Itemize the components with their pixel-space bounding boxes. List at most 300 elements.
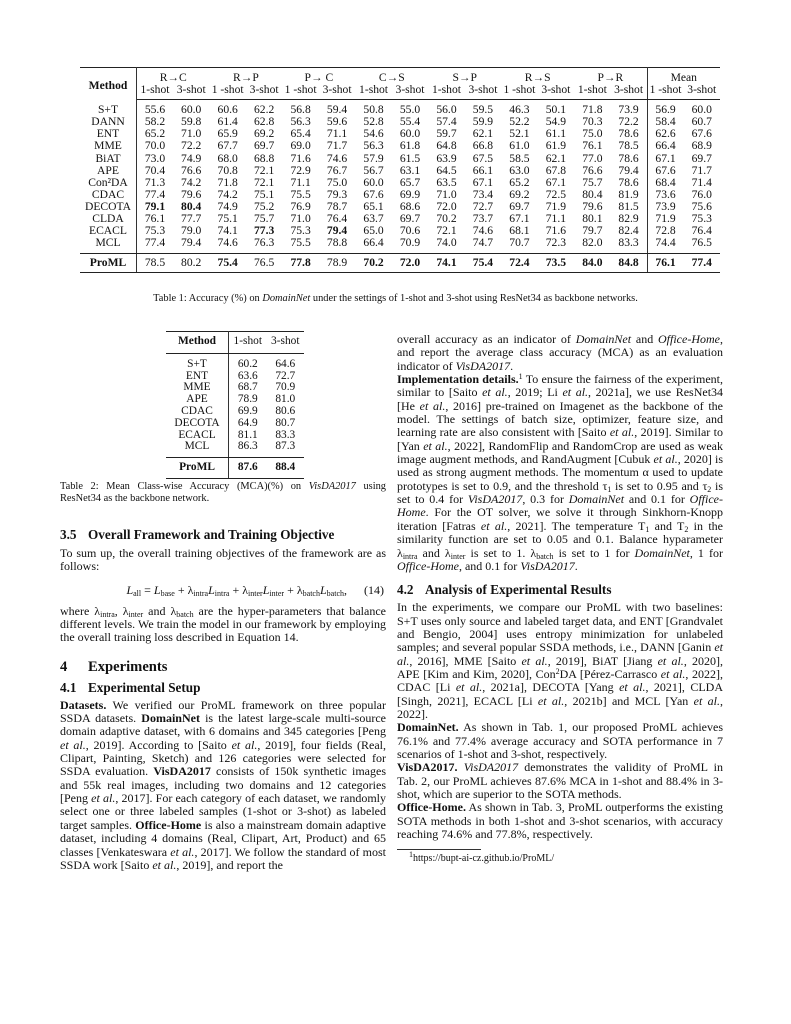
method-name: DECOTA	[80, 201, 137, 213]
shot-header: 1-shot	[428, 84, 464, 100]
table-row	[80, 237, 720, 254]
table-cell: 72.1	[253, 175, 275, 189]
method-name: ENT	[80, 128, 137, 140]
text-run: , 2021b] and MCL [Yan	[564, 693, 694, 708]
table2-caption	[60, 481, 386, 505]
footnote-mark: 1	[409, 850, 413, 860]
text-run: , 2016], MME [Saito	[409, 653, 522, 668]
text-run: et al.	[455, 680, 483, 695]
text-run: , 2021a], DECOTA [Yang	[482, 680, 620, 695]
text-run: batch	[536, 551, 554, 561]
table-cell: 59.5	[472, 103, 494, 117]
right-column	[397, 333, 723, 865]
method-name: ENT	[166, 371, 229, 383]
table-cell: 69.7	[691, 151, 712, 165]
table-cell: 70.2	[436, 212, 457, 226]
table-cell: 77.4	[137, 237, 173, 254]
text-run: 2	[555, 666, 560, 676]
table-cell: 71.7	[326, 139, 348, 153]
table-cell: 64.8	[436, 139, 457, 153]
text-run: L	[153, 582, 161, 597]
table-cell: 84.8	[611, 254, 647, 273]
table-cell: 75.1	[253, 187, 275, 201]
shot-header: 3-shot	[538, 84, 574, 100]
table-cell: 68.8	[253, 151, 275, 165]
table-cell: 70.9	[392, 237, 428, 254]
table-cell: 86.3	[229, 441, 267, 457]
text-run: VisDA2017	[520, 558, 575, 573]
text-run: VisDA2017	[308, 481, 356, 492]
table-cell: 59.8	[181, 115, 202, 129]
table-cell: 72.1	[436, 224, 457, 238]
text-run: et al.	[660, 666, 686, 681]
group-header: Mean	[670, 71, 697, 84]
text-run: + λ	[284, 582, 303, 597]
text-run: et al.	[419, 398, 446, 413]
table-cell: 74.4	[647, 237, 683, 254]
table-cell: 69.7	[399, 212, 421, 226]
table-cell: 71.8	[217, 175, 238, 189]
table-row	[166, 353, 304, 370]
text-run: L	[262, 582, 270, 597]
text-run: VisDA2017	[467, 492, 523, 507]
text-run: and T	[649, 518, 685, 533]
table-cell: 74.6	[472, 224, 494, 238]
table-cell: 78.9	[319, 254, 355, 273]
text-run: , 0.3 for	[522, 492, 569, 507]
text-run: et al.	[609, 425, 635, 440]
table-cell: 56.0	[436, 103, 457, 117]
table-cell: 50.1	[545, 103, 567, 117]
section-title: Overall Framework and Training Objective	[88, 527, 335, 542]
table-cell: 71.1	[545, 212, 567, 226]
group-header: R→S	[524, 71, 551, 84]
text-run: is the latest large-scale multi-source domain adaptive dataset, with 6 domains and 345 categories [Peng	[60, 711, 386, 739]
text-run: , 2019]. According to [Saito	[85, 737, 232, 752]
text-run: base	[160, 588, 175, 598]
table-cell: 82.9	[611, 213, 647, 225]
paragraph	[60, 547, 386, 574]
method-name: S+T	[166, 353, 229, 370]
text-run: et al.	[397, 640, 723, 668]
table-cell: 73.7	[472, 212, 494, 226]
table-cell: 81.5	[611, 201, 647, 213]
table-cell: 72.7	[275, 369, 296, 382]
table-cell: 62.2	[253, 103, 275, 117]
text-run: et al.	[91, 791, 116, 806]
table-cell: 72.0	[392, 254, 428, 273]
text-run: , and report the average class accuracy (MCA) as an evaluation indicator of	[397, 332, 723, 373]
text-run: DomainNet	[634, 545, 690, 560]
table-cell: 74.6	[326, 151, 348, 165]
table-row	[80, 100, 720, 117]
table-cell: 61.0	[509, 139, 530, 153]
table-cell: 72.5	[545, 187, 567, 201]
table-cell: 70.6	[399, 224, 421, 238]
table-cell: 70.4	[144, 163, 166, 177]
table-cell: 74.0	[428, 237, 464, 254]
table-cell: 61.8	[399, 139, 421, 153]
table-cell: 80.4	[582, 187, 603, 201]
method-name: Con²DA	[80, 177, 137, 189]
table-cell: 67.5	[472, 151, 494, 165]
table-cell: 71.8	[582, 103, 603, 117]
text-run: inter	[128, 609, 144, 619]
table-cell: 56.3	[363, 139, 384, 153]
text-run: =	[141, 582, 154, 597]
method-name: MCL	[80, 237, 137, 254]
table-cell: 71.7	[691, 163, 712, 177]
table-row	[80, 165, 720, 177]
text-run: .	[574, 558, 578, 573]
table-cell: 71.1	[290, 175, 311, 189]
table-row	[80, 254, 720, 273]
table-cell: 82.0	[574, 237, 610, 254]
table-cell: 75.3	[691, 212, 712, 226]
table-cell: 80.6	[275, 404, 296, 417]
shot-header: 3-shot	[319, 84, 355, 100]
group-header: R→C	[159, 71, 187, 84]
text-run: is set to 0.95 and τ	[611, 478, 708, 493]
text-run: et al.	[521, 653, 548, 668]
section-number: 4	[60, 658, 68, 675]
text-run: To sum up, the overall training objectives of the framework are as follows:	[60, 546, 386, 574]
shot-header: 3-shot	[611, 84, 647, 100]
table-cell: 75.0	[582, 127, 603, 141]
text-run: overall accuracy as an indicator of	[397, 332, 576, 346]
paragraph-visda	[397, 761, 723, 801]
text-run: where λ	[60, 603, 101, 618]
table-row	[80, 140, 720, 152]
text-run: To ensure the fairness of the experiment, similar to [Saito	[397, 372, 723, 400]
shot-header: 1 -shot	[647, 84, 683, 100]
table-cell: 81.9	[611, 189, 647, 201]
method-name: DANN	[80, 116, 137, 128]
table-cell: 76.6	[582, 163, 603, 177]
table-cell: 65.4	[290, 127, 311, 141]
table-cell: 54.6	[363, 127, 384, 141]
col-3shot: 3-shot	[267, 332, 304, 354]
table-cell: 71.9	[655, 212, 676, 226]
table-cell: 73.0	[144, 151, 166, 165]
left-column	[60, 527, 386, 872]
table-cell: 74.2	[217, 187, 238, 201]
text-run: et al.	[653, 452, 678, 467]
table-cell: 72.2	[181, 139, 202, 153]
table-cell: 72.0	[436, 199, 457, 213]
table-cell: 77.0	[582, 151, 603, 165]
table-cell: 76.1	[647, 254, 683, 273]
shot-header: 1-shot	[355, 84, 391, 100]
table-cell: 78.7	[326, 199, 348, 213]
text-run: are the hyper-parameters that balance different levels. We train the model in our framework by employing the overall training loss described in Equation 14.	[60, 603, 386, 645]
table-cell: 64.5	[436, 163, 457, 177]
equation-14	[60, 583, 386, 597]
text-run: in the similarity function are set to 0.05 and 0.1. Balance hyparameter λ	[397, 518, 723, 560]
table-cell: 77.4	[684, 254, 720, 273]
text-run: et al.	[619, 680, 646, 695]
table-cell: 79.4	[326, 224, 348, 238]
table-row	[166, 418, 304, 430]
text-run: intra	[100, 609, 115, 619]
text-run: Table 2: Mean Class-wise Accuracy (MCA)(%) on	[60, 481, 309, 492]
table-cell: 60.2	[237, 357, 258, 370]
table-cell: 59.7	[436, 127, 457, 141]
text-run: et al.	[423, 438, 448, 453]
text-run: ,	[344, 582, 347, 597]
table-cell: 66.1	[472, 163, 494, 177]
table-cell: 70.7	[501, 237, 537, 254]
equation-number: (14)	[364, 582, 384, 597]
table-cell: 82.4	[611, 225, 647, 237]
text-run: DomainNet.	[397, 720, 459, 735]
table-cell: 76.4	[326, 212, 348, 226]
table-cell: 67.1	[472, 175, 494, 189]
table-cell: 74.9	[181, 151, 202, 165]
method-name: ECACL	[80, 225, 137, 237]
shot-header: 1 -shot	[501, 84, 537, 100]
shot-header: 1-shot	[574, 84, 610, 100]
text-run: , 2020], APE [Kim and Kim, 2020], Con	[397, 653, 724, 681]
table-cell: 77.4	[144, 187, 166, 201]
text-run: and 0.1 for	[624, 492, 690, 507]
method-name: DECOTA	[166, 418, 229, 430]
table-cell: 67.8	[545, 163, 567, 177]
group-header: S→P	[452, 71, 477, 84]
text-run: We verified our ProML framework on three popular SSDA datasets.	[60, 697, 386, 726]
table-cell: 80.4	[181, 199, 202, 213]
text-run: + λ	[174, 582, 194, 597]
text-run: , 2019], and report the	[176, 857, 283, 872]
section-4-heading	[60, 658, 386, 676]
table-cell: 73.9	[611, 100, 647, 117]
table-cell: 70.9	[275, 381, 296, 394]
table-cell: 69.7	[253, 139, 275, 153]
table-cell: 68.4	[655, 175, 676, 189]
table-cell: 59.6	[326, 115, 348, 129]
section-4-1-heading	[60, 680, 386, 696]
text-run: Table 1: Accuracy (%) on	[153, 293, 263, 304]
table-cell: 79.4	[173, 237, 209, 254]
paragraph-implementation	[397, 373, 723, 573]
text-run: As shown in Tab. 3, ProML outperforms the existing SOTA methods in both 1-shot and 3-shot scenarios, with accuracy reaching 74.6% and 77.8%, respectively.	[397, 800, 723, 842]
table-cell: 72.4	[501, 254, 537, 273]
table-cell: 74.7	[465, 237, 501, 254]
table-cell: 68.7	[237, 381, 258, 394]
table-cell: 71.0	[290, 212, 311, 226]
table-cell: 59.9	[472, 115, 494, 129]
table-cell: 74.2	[181, 175, 202, 189]
shot-header: 1 -shot	[209, 84, 245, 100]
table-cell: 62.1	[472, 127, 494, 141]
table-cell: 88.4	[267, 458, 304, 479]
table-cell: 76.9	[290, 199, 311, 213]
table-cell: 79.0	[181, 224, 202, 238]
text-run: batch	[176, 609, 194, 619]
table-cell: 65.2	[509, 175, 530, 189]
text-run: , 2019], four fields (Real, Clipart, Painting, Sketch) and 126 categories were selected for SSDA evaluation.	[60, 737, 387, 779]
text-run: all	[133, 588, 142, 598]
text-run: Office-Home.	[397, 800, 466, 815]
table-cell: 72.7	[472, 199, 494, 213]
table-cell: 87.3	[267, 441, 304, 457]
table-cell: 75.6	[691, 199, 712, 213]
table-cell: 71.3	[144, 175, 166, 189]
method-name: APE	[80, 165, 137, 177]
table-cell: 73.9	[655, 199, 676, 213]
text-run: et al.	[480, 518, 508, 533]
table-cell: 67.7	[217, 139, 238, 153]
table-cell: 78.6	[611, 177, 647, 189]
table-cell: 66.4	[355, 237, 391, 254]
table-cell: 72.8	[655, 224, 676, 238]
text-run: et al.	[60, 737, 86, 752]
table-cell: 84.0	[574, 254, 610, 273]
section-number: 4.2	[397, 582, 414, 598]
text-run: 1	[607, 484, 612, 494]
table-cell: 60.0	[181, 103, 202, 117]
text-run: et al.	[231, 737, 258, 752]
table-row	[166, 441, 304, 457]
text-run: and	[631, 332, 659, 346]
table-cell: 81.1	[237, 428, 258, 441]
text-run: , 1 for	[689, 545, 723, 560]
text-run: DomainNet	[141, 711, 200, 726]
text-run: , 2017]. We follow the standard of most SSDA work [Saito	[60, 844, 387, 872]
text-run: , 2022], RandomFlip and RandomCrop are used as weak image augment methods, and RandAugment [Cubuk	[397, 438, 723, 467]
table-cell: 61.1	[545, 127, 567, 141]
table-cell: 75.4	[209, 254, 245, 273]
text-run: .	[510, 358, 514, 373]
method-name: APE	[166, 394, 229, 406]
table-cell: 77.8	[282, 254, 318, 273]
table-cell: 55.0	[399, 103, 421, 117]
text-run: using ResNet34 as the backbone network.	[60, 481, 386, 504]
shot-header: 3-shot	[684, 84, 720, 100]
table-cell: 71.4	[691, 175, 712, 189]
table-cell: 83.3	[275, 428, 296, 441]
text-run: , 2022].	[397, 693, 723, 721]
table-cell: 64.9	[237, 416, 258, 429]
text-run: DA [Pérez-Carrasco	[559, 666, 661, 681]
table-cell: 79.6	[582, 199, 603, 213]
table-cell: 50.8	[363, 103, 384, 117]
table-cell: 75.7	[253, 212, 275, 226]
method-name: CLDA	[80, 213, 137, 225]
table-cell: 62.1	[545, 151, 567, 165]
table-cell: 76.0	[691, 187, 712, 201]
table-cell: 56.3	[290, 115, 311, 129]
text-run: As shown in Tab. 1, our proposed ProML achieves 76.1% and 77.4% average accuracy and SOTA performance in 7 scenarios of 1-shot and 3-shot, respectively.	[397, 720, 723, 761]
table-cell: 52.1	[509, 127, 530, 141]
table-cell: 76.5	[684, 237, 720, 254]
table-cell: 61.5	[399, 151, 421, 165]
table-cell: 67.6	[363, 187, 384, 201]
table-cell: 75.4	[465, 254, 501, 273]
text-run: Office-Home	[658, 332, 720, 346]
text-run: Office-Home	[397, 558, 459, 573]
text-run: VisDA2017	[455, 358, 511, 373]
table-cell: 73.4	[472, 187, 494, 201]
text-run: batch	[326, 588, 344, 598]
paragraph-officehome	[397, 801, 723, 841]
table-cell: 76.4	[691, 224, 712, 238]
table-cell: 63.9	[436, 151, 457, 165]
text-run: Office-Home	[397, 492, 723, 520]
table-cell: 72.9	[290, 163, 311, 177]
text-run: L	[208, 582, 215, 597]
group-header: R→P	[233, 71, 259, 84]
table-cell: 75.5	[282, 237, 318, 254]
text-run: , and 0.1 for	[458, 558, 521, 573]
table-cell: 67.6	[691, 127, 712, 141]
table-cell: 74.6	[209, 237, 245, 254]
table-cell: 74.1	[428, 254, 464, 273]
text-run: , 2017]. For each category of each dataset, we randomly select one or three labeled samples (1-shot or 3-shot) as labeled target samples.	[60, 791, 386, 832]
text-run: L	[126, 582, 134, 597]
table-row	[166, 406, 304, 418]
table-cell: 54.9	[545, 115, 567, 129]
table-cell: 55.6	[144, 103, 166, 117]
table-cell: 70.3	[582, 115, 603, 129]
text-run: is set to 1. λ	[465, 545, 537, 560]
text-run: batch	[302, 588, 320, 598]
text-run: and λ	[417, 545, 451, 560]
table-cell: 76.1	[582, 139, 603, 153]
text-run: et al.	[537, 693, 565, 708]
text-run: , 2019]. Similar to [Yan	[397, 425, 724, 453]
paragraph-baselines	[397, 601, 723, 721]
table-cell: 77.3	[253, 224, 275, 238]
table-cell: 74.9	[217, 199, 238, 213]
table-cell: 70.0	[144, 139, 166, 153]
table-cell: 67.6	[655, 163, 676, 177]
table-cell: 79.7	[582, 224, 603, 238]
paragraph-domainnet	[397, 721, 723, 761]
equation-body	[126, 583, 347, 597]
table-cell: 69.7	[509, 199, 530, 213]
table-cell: 76.3	[246, 237, 282, 254]
col-1shot: 1-shot	[229, 332, 267, 354]
table-cell: 65.0	[363, 224, 384, 238]
table-cell: 78.6	[611, 153, 647, 165]
shot-header: 1-shot	[137, 84, 173, 100]
text-run: inter	[450, 551, 466, 561]
text-run: et al.	[693, 693, 720, 708]
paragraph	[397, 333, 723, 373]
table-cell: 71.0	[181, 127, 202, 141]
table-cell: 79.3	[326, 187, 348, 201]
method-name: ECACL	[166, 430, 229, 442]
table-row	[166, 458, 304, 479]
table-cell: 65.1	[363, 199, 384, 213]
text-run: . For the OT solver, we solve it through Sinkhorn-Knopp iteration [Fatras	[397, 505, 723, 533]
text-run: et al.	[482, 385, 508, 400]
footnote-link[interactable]: https://bupt-ai-cz.github.io/ProML/	[413, 853, 555, 865]
table-cell: 77.7	[181, 212, 202, 226]
text-run: 1	[645, 524, 650, 534]
table-cell: 58.2	[144, 115, 166, 129]
table-cell: 65.7	[399, 175, 421, 189]
table-cell: 69.0	[290, 139, 311, 153]
table-cell: 57.9	[363, 151, 384, 165]
table-cell: 63.0	[509, 163, 530, 177]
method-header: Method	[166, 332, 229, 354]
table-cell: 69.9	[399, 187, 421, 201]
table-cell: 75.3	[290, 224, 311, 238]
table-cell: 75.3	[144, 224, 166, 238]
table-cell: 75.7	[582, 175, 603, 189]
